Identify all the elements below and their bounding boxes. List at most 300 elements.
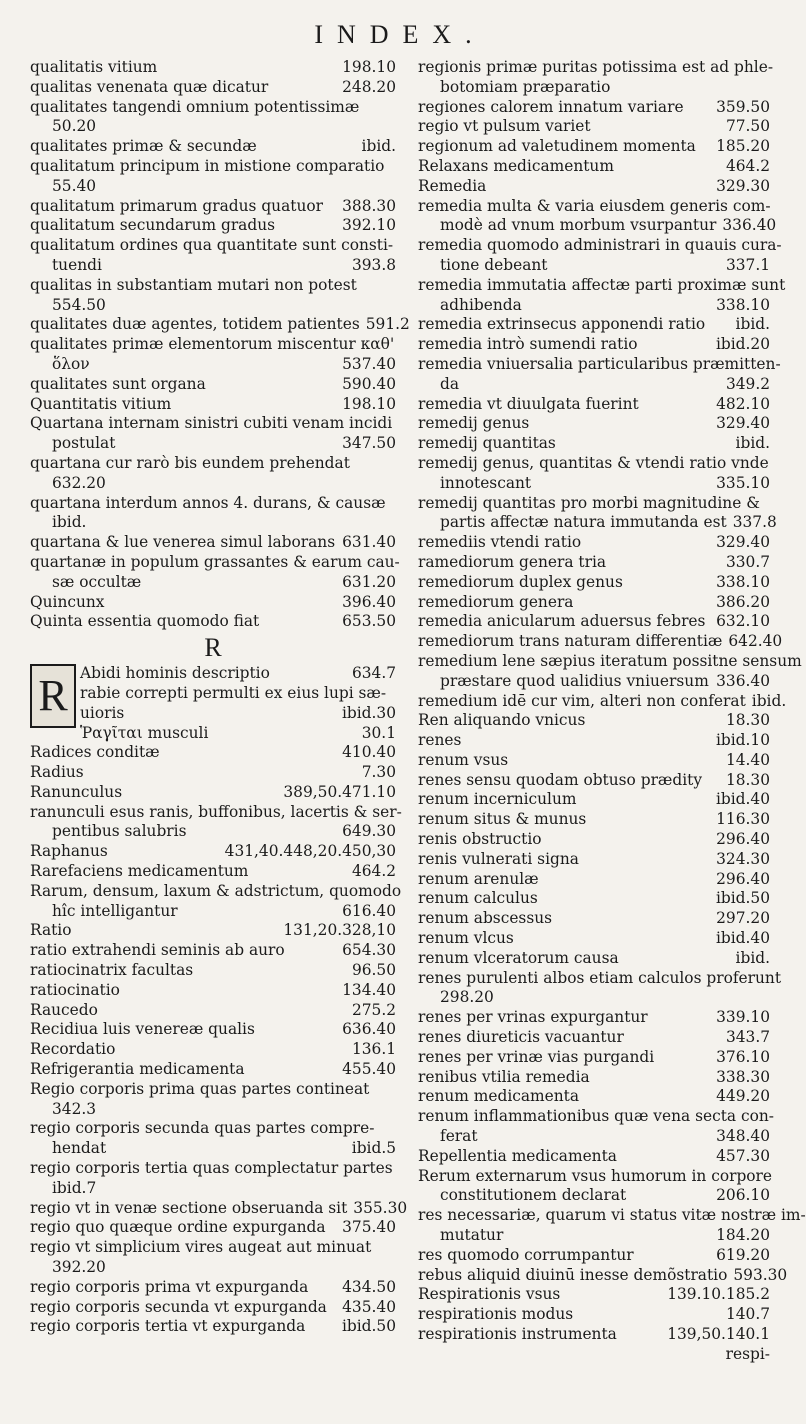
entry-text: remedium idē cur vim, alteri non conferat	[418, 691, 746, 710]
entry-text: renum medicamenta	[418, 1087, 580, 1106]
entry-text: Rerum externarum vsus humorum in corpore	[418, 1166, 773, 1185]
entry-text: tuendi	[52, 255, 102, 274]
index-entry-continuation	[418, 1226, 770, 1246]
entry-text: remedij quantitas pro morbi magnitudine &	[418, 493, 760, 512]
left-entries	[30, 58, 410, 632]
index-entry	[30, 315, 410, 335]
entry-text: ibid.	[52, 513, 87, 532]
entry-text: mutatur	[440, 1226, 504, 1245]
index-entry	[30, 1298, 396, 1318]
index-entry	[30, 1060, 396, 1080]
entry-text: regio vt simplicium vires augeat aut minuat	[30, 1238, 372, 1257]
entry-text: pentibus salubris	[52, 822, 187, 841]
index-entry-continuation	[30, 573, 396, 593]
entry-text: Abidi hominis descriptio	[80, 664, 270, 683]
index-entry	[30, 552, 400, 573]
entry-text: regio corporis prima vt expurganda	[30, 1277, 309, 1296]
index-entry	[30, 612, 396, 632]
entry-text: qualitatis vitium	[30, 58, 158, 76]
entry-page-ref: 329.30	[716, 176, 770, 195]
entry-text: res necessariæ, quarum vi status vitæ nostræ im-	[418, 1206, 806, 1225]
entry-text: regionis primæ puritas potissima est ad phle-	[418, 58, 774, 76]
index-entry	[418, 197, 770, 217]
entry-page-ref: 392.10	[342, 216, 396, 235]
index-entry	[30, 1080, 396, 1100]
entry-text: ratio extrahendi seminis ab auro	[30, 941, 285, 960]
entry-page-ref: 642.40	[728, 632, 783, 651]
entry-page-ref: 464.2	[725, 156, 770, 175]
entry-text: qualitatum principum in mistione comparatio	[30, 156, 385, 175]
entry-text: ferat	[440, 1127, 478, 1146]
index-entry	[30, 802, 402, 823]
entry-text: Relaxans medicamentum	[418, 156, 614, 175]
entry-text: partis affectæ natura immutanda est	[440, 513, 727, 532]
index-entry	[30, 137, 396, 157]
entry-page-ref: ibid.10	[715, 731, 770, 750]
entry-text: renes sensu quodam obtuso prædity	[418, 770, 703, 789]
index-entry	[30, 1198, 408, 1219]
index-entry	[30, 783, 396, 803]
entry-text: 55.40	[52, 176, 97, 195]
entry-page-ref: ibid.50	[341, 1317, 396, 1336]
entry-page-ref: 131,20.328,10	[283, 921, 396, 940]
index-entry	[418, 494, 770, 514]
entry-text: tione debeant	[440, 255, 548, 274]
entry-text: renibus vtilia remedia	[418, 1067, 590, 1086]
index-entry	[418, 889, 770, 909]
entry-text: qualitates tangendi omnium potentissimæ	[30, 97, 360, 116]
entry-page-ref: ibid.	[361, 137, 396, 156]
entry-text: renes purulenti albos etiam calculos proferunt	[418, 968, 782, 987]
index-entry	[30, 1159, 396, 1179]
index-entry	[418, 870, 770, 890]
index-entry	[30, 335, 396, 355]
index-entry	[30, 981, 396, 1001]
index-entry-continuation	[30, 177, 396, 197]
index-entry	[30, 157, 396, 177]
index-entry	[30, 1119, 396, 1139]
entry-page-ref: 449.20	[716, 1087, 770, 1106]
entry-text: remedium lene sæpius iteratum possitne sensum	[418, 651, 802, 670]
index-entry	[418, 395, 770, 415]
entry-text: innotescant	[440, 473, 532, 492]
entry-text: remedia intrò sumendi ratio	[418, 335, 638, 354]
index-entry	[418, 177, 770, 197]
entry-text: modè ad vnum morbum vsurpantur	[440, 216, 717, 235]
index-entry	[30, 454, 396, 474]
entry-text: rabie correpti permulti ex eius lupi sæ-	[80, 683, 387, 702]
entry-page-ref: 248.20	[342, 77, 396, 96]
entry-page-ref: 330.7	[725, 552, 770, 571]
entry-page-ref: 653.50	[342, 612, 396, 631]
index-entry	[418, 651, 802, 672]
entry-page-ref: 336.40	[722, 216, 777, 235]
index-entry	[30, 881, 402, 902]
entry-page-ref: 636.40	[342, 1020, 396, 1039]
index-entry	[418, 573, 770, 593]
entry-page-ref: 139.10.185.2	[667, 1285, 770, 1304]
index-entry	[80, 664, 396, 684]
section-letter: R	[204, 633, 222, 663]
entry-page-ref: ibid.40	[715, 790, 770, 809]
index-entry-continuation	[418, 296, 770, 316]
entry-text: qualitates primæ & secundæ	[30, 137, 257, 156]
entry-page-ref: 634.7	[351, 664, 396, 683]
index-entry	[418, 157, 770, 177]
entry-page-ref: 464.2	[351, 862, 396, 881]
entry-page-ref: 410.40	[342, 743, 396, 762]
entry-text: quartana cur rarò bis eundem prehendat	[30, 453, 350, 472]
entry-page-ref: 376.10	[716, 1047, 770, 1066]
index-entry	[30, 276, 396, 296]
entry-page-ref: 348.40	[716, 1127, 770, 1146]
entry-text: Raucedo	[30, 1000, 98, 1019]
entry-text: remedia quomodo administrari in quauis cura-	[418, 236, 782, 255]
entry-page-ref: 206.10	[716, 1186, 770, 1205]
index-entry	[418, 731, 770, 751]
index-entry	[30, 533, 396, 553]
entry-page-ref: 18.30	[725, 770, 770, 789]
index-entry-continuation	[418, 1127, 770, 1147]
entry-text: Ratio	[30, 921, 72, 940]
entry-page-ref: ibid.20	[715, 335, 770, 354]
entry-text: regionum ad valetudinem momenta	[418, 137, 696, 156]
entry-text: renes diureticis vacuantur	[418, 1028, 624, 1047]
entry-page-ref: 435.40	[342, 1297, 396, 1316]
index-entry	[30, 763, 396, 783]
entry-text: hendat	[52, 1139, 107, 1158]
entry-text: renes	[418, 731, 462, 750]
entry-text: Raphanus	[30, 842, 108, 861]
entry-page-ref: 631.40	[342, 533, 396, 552]
entry-page-ref: ibid.	[735, 948, 770, 967]
entry-text: Repellentia medicamenta	[418, 1146, 617, 1165]
entry-text: 50.20	[52, 117, 97, 136]
entry-text: qualitatum secundarum gradus	[30, 216, 276, 235]
index-entry-continuation	[30, 1139, 396, 1159]
index-entry	[418, 968, 782, 989]
index-entry	[80, 704, 396, 724]
right-column	[418, 58, 806, 1365]
index-entry-continuation	[418, 513, 777, 533]
entry-page-ref: 30.1	[361, 723, 396, 742]
index-entry	[418, 751, 770, 771]
entry-text: 298.20	[440, 988, 494, 1007]
entry-text: remediorum genera	[418, 592, 574, 611]
index-entry-continuation	[30, 902, 396, 922]
entry-page-ref: 431,40.448,20.450,30	[224, 842, 396, 861]
entry-text: regio vt in venæ sectione obseruanda sit	[30, 1198, 348, 1217]
index-entry	[418, 1147, 770, 1167]
entry-text: remedia vt diuulgata fuerint	[418, 394, 639, 413]
entry-text: renum calculus	[418, 889, 538, 908]
index-entry	[30, 1317, 396, 1337]
index-entry	[418, 1265, 788, 1286]
index-entry	[30, 961, 396, 981]
index-entry	[30, 593, 396, 613]
entry-page-ref: 457.30	[716, 1146, 770, 1165]
entry-text: postulat	[52, 434, 116, 453]
entry-text: remediorum trans naturam differentiæ	[418, 632, 723, 651]
left-column	[30, 58, 410, 1337]
entry-page-ref: 140.7	[725, 1305, 770, 1324]
entry-page-ref: 185.20	[716, 137, 770, 156]
index-entry	[418, 1246, 770, 1266]
entry-page-ref: 339.10	[716, 1008, 770, 1027]
page-header: INDEX.	[314, 20, 486, 49]
index-entry	[80, 724, 396, 744]
entry-page-ref: 184.20	[716, 1226, 770, 1245]
entry-text: remedia anicularum aduersus febres	[418, 612, 706, 631]
entry-text: Quincunx	[30, 592, 105, 611]
entry-text: renis obstructio	[418, 830, 542, 849]
index-entry	[418, 1107, 774, 1127]
entry-page-ref: 336.40	[716, 671, 770, 690]
index-entry-continuation	[30, 822, 396, 842]
decorated-initial: R	[30, 664, 76, 728]
index-entry	[30, 78, 396, 98]
index-entry	[418, 137, 770, 157]
entry-page-ref: 654.30	[342, 941, 396, 960]
entry-page-ref: 388.30	[342, 196, 396, 215]
index-entry	[418, 771, 770, 791]
entry-text: ratiocinatio	[30, 980, 120, 999]
entry-page-ref: 386.20	[716, 592, 770, 611]
index-entry	[418, 454, 770, 474]
entry-text: Quantitatis vitium	[30, 394, 172, 413]
entry-page-ref: 134.40	[342, 980, 396, 999]
entry-page-ref: 389,50.471.10	[283, 782, 396, 801]
entry-page-ref: 139,50.140.1	[667, 1325, 770, 1343]
entry-page-ref: 591.2	[365, 315, 410, 334]
entry-text: remedia vniuersalia particularibus præmitten-	[418, 354, 781, 373]
index-entry	[30, 842, 396, 862]
entry-text: 632.20	[52, 473, 106, 492]
entry-page-ref: 537.40	[342, 354, 396, 373]
entry-text: ranunculi esus ranis, buffonibus, lacertis & ser-	[30, 802, 402, 821]
entry-text: ratiocinatrix facultas	[30, 961, 194, 980]
index-entry	[30, 1040, 396, 1060]
entry-text: renum incerniculum	[418, 790, 577, 809]
index-entry	[418, 553, 770, 573]
index-entry	[30, 236, 396, 256]
entry-text: Rarefaciens medicamentum	[30, 862, 249, 881]
entry-page-ref: 593.30	[733, 1265, 788, 1284]
entry-page-ref: respi-	[725, 1344, 770, 1363]
entry-text: Quinta essentia quomodo fiat	[30, 612, 260, 631]
entry-page-ref: 198.10	[342, 58, 396, 76]
index-entry	[30, 862, 396, 882]
entry-text: 554.50	[52, 295, 106, 314]
index-entry	[418, 1008, 770, 1028]
entry-text: qualitates sunt organa	[30, 374, 206, 393]
index-entry	[30, 494, 396, 514]
index-entry-continuation	[30, 513, 396, 533]
index-entry-continuation	[30, 117, 396, 137]
entry-text: Quartana internam sinistri cubiti venam incidi	[30, 414, 393, 433]
index-entry-continuation	[30, 1258, 396, 1278]
entry-text: qualitates duæ agentes, totidem patientes	[30, 315, 360, 334]
index-entry	[418, 593, 770, 613]
index-entry	[30, 395, 396, 415]
index-entry-continuation	[418, 78, 770, 98]
entry-page-ref: 7.30	[361, 763, 396, 782]
entry-page-ref: 136.1	[351, 1040, 396, 1059]
index-entry	[418, 1206, 806, 1226]
index-entry	[418, 1087, 770, 1107]
entry-text: res quomodo corrumpantur	[418, 1245, 634, 1264]
entry-text: Ῥαγῖται musculi	[80, 723, 209, 742]
entry-text: remedij genus, quantitas & vtendi ratio vnde	[418, 453, 769, 472]
entry-text: Recidiua luis venereæ qualis	[30, 1020, 255, 1039]
entry-text: præstare quod ualidius vniuersum	[440, 671, 709, 690]
entry-text: renum arenulæ	[418, 869, 539, 888]
index-entry	[418, 1048, 770, 1068]
index-entry-continuation	[30, 474, 396, 494]
entry-text: renum inflammationibus quæ vena secta con-	[418, 1107, 774, 1126]
index-entry	[30, 375, 396, 395]
index-entry	[418, 632, 783, 652]
index-entry	[418, 1068, 770, 1088]
index-entry	[418, 850, 770, 870]
index-entry-continuation	[418, 988, 770, 1008]
entry-page-ref: 338.30	[716, 1067, 770, 1086]
entry-page-ref: 198.10	[342, 394, 396, 413]
index-entry	[418, 1028, 770, 1048]
entry-page-ref: 590.40	[342, 374, 396, 393]
index-entry	[418, 414, 770, 434]
entry-text: quartana & lue venerea simul laborans	[30, 533, 336, 552]
entry-page-ref: 337.1	[725, 255, 770, 274]
entry-text: renum abscessus	[418, 909, 553, 928]
index-entry	[30, 414, 396, 434]
index-entry-continuation	[30, 1179, 396, 1199]
entry-page-ref: 329.40	[716, 533, 770, 552]
entry-page-ref: ibid.	[735, 434, 770, 453]
entry-page-ref: 359.50	[716, 97, 770, 116]
index-entry-continuation	[418, 474, 770, 494]
index-entry	[418, 275, 786, 296]
entry-text: Ren aliquando vnicus	[418, 711, 586, 730]
index-entry	[418, 533, 770, 553]
entry-text: adhibenda	[440, 295, 522, 314]
index-entry	[418, 929, 770, 949]
entry-page-ref: 434.50	[342, 1277, 396, 1296]
index-entry	[30, 1020, 396, 1040]
entry-text: remedia multa & varia eiusdem generis com-	[418, 196, 771, 215]
entry-text: Recordatio	[30, 1040, 116, 1059]
index-entry	[418, 315, 770, 335]
entry-text: renes per vrinæ vias purgandi	[418, 1047, 655, 1066]
entry-page-ref: 375.40	[342, 1218, 396, 1237]
entry-text: respirationis instrumenta	[418, 1325, 617, 1343]
index-entry-continuation	[418, 216, 777, 236]
entry-page-ref: 343.7	[725, 1028, 770, 1047]
entry-text: remediis vtendi ratio	[418, 533, 582, 552]
index-entry	[80, 684, 396, 704]
index-entry-continuation	[30, 355, 396, 375]
entry-page-ref: 619.20	[716, 1245, 770, 1264]
index-entry	[418, 1166, 773, 1187]
entry-text: renum vlcus	[418, 929, 514, 948]
entry-page-ref: 296.40	[716, 830, 770, 849]
entry-text: renum vlceratorum causa	[418, 948, 619, 967]
entry-text: renum situs & munus	[418, 810, 587, 829]
index-entry-continuation	[418, 1186, 770, 1206]
index-entry	[30, 197, 396, 217]
entry-text: regiones calorem innatum variare	[418, 97, 684, 116]
index-entry-continuation	[30, 1100, 396, 1120]
entry-text: Radius	[30, 763, 84, 782]
entry-text: Ranunculus	[30, 782, 123, 801]
index-entry	[418, 98, 770, 118]
entry-page-ref: 455.40	[342, 1060, 396, 1079]
index-entry	[418, 711, 770, 731]
entry-text: regio vt pulsum variet	[418, 117, 591, 136]
entry-page-ref: 649.30	[342, 822, 396, 841]
entry-page-ref: 14.40	[725, 750, 770, 769]
entry-text: remedij genus	[418, 414, 530, 433]
index-entry	[418, 830, 770, 850]
entry-page-ref: 616.40	[342, 901, 396, 920]
entry-text: renis vulnerati signa	[418, 849, 579, 868]
index-entry	[418, 1325, 770, 1345]
entry-page-ref: ibid.	[735, 315, 770, 334]
index-entry	[30, 98, 396, 118]
index-entry	[418, 236, 782, 256]
index-entry	[418, 1285, 770, 1305]
entry-text: regio corporis secunda quas partes compre-	[30, 1119, 375, 1138]
entry-page-ref: 337.8	[732, 513, 777, 532]
entry-page-ref: 338.10	[716, 295, 770, 314]
entry-text: ibid.7	[52, 1178, 97, 1197]
entry-text: da	[440, 374, 460, 393]
index-entry	[418, 354, 781, 375]
entry-page-ref: 355.30	[353, 1198, 408, 1217]
entry-text: quartana interdum annos 4. durans, & causæ	[30, 493, 386, 512]
entry-page-ref: 329.40	[716, 414, 770, 433]
index-entry	[30, 1218, 396, 1238]
entry-page-ref: 393.8	[351, 255, 396, 274]
entry-text: remediorum duplex genus	[418, 572, 623, 591]
entry-text: Radices conditæ	[30, 743, 160, 762]
index-entry	[30, 1278, 396, 1298]
index-entry-continuation	[418, 256, 770, 276]
entry-page-ref: 77.50	[725, 117, 770, 136]
entry-text: Remedia	[418, 176, 487, 195]
index-entry	[418, 909, 770, 929]
entry-text: qualitatum primarum gradus quatuor	[30, 196, 323, 215]
entry-text: respirationis modus	[418, 1305, 574, 1324]
entry-text: remedia immutatia affectæ parti proximæ sunt	[418, 275, 786, 294]
entry-text: remedij quantitas	[418, 434, 556, 453]
entry-text: botomiam præparatio	[440, 77, 611, 96]
entry-page-ref: 631.20	[342, 572, 396, 591]
entry-page-ref: 338.10	[716, 572, 770, 591]
entry-text: renum vsus	[418, 750, 509, 769]
entry-text: ramediorum genera tria	[418, 552, 607, 571]
entry-text: remedia extrinsecus apponendi ratio	[418, 315, 706, 334]
index-entry	[418, 434, 770, 454]
entry-text: renes per vrinas expurgantur	[418, 1008, 648, 1027]
entry-page-ref: 297.20	[716, 909, 770, 928]
left-entries-r	[30, 743, 408, 1337]
entry-text: Regio corporis prima quas partes contineat	[30, 1079, 370, 1098]
index-entry	[30, 1001, 396, 1021]
entry-page-ref: 275.2	[351, 1000, 396, 1019]
index-entry	[30, 921, 396, 941]
index-entry	[418, 1305, 770, 1325]
